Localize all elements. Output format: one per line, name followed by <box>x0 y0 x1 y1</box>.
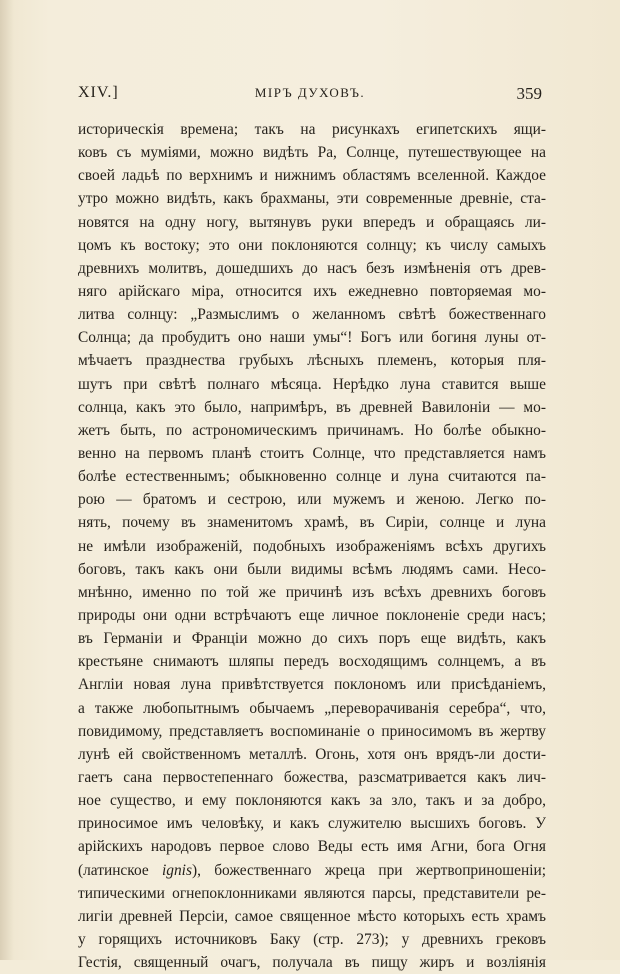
text-line <box>78 627 546 650</box>
text-line <box>78 488 546 511</box>
text-line <box>78 349 546 372</box>
text-segment: ), божественнаго жреца при жертвоприношеніи; <box>191 861 546 879</box>
text-segment: гаетъ сана первостепеннаго божества, разсматривается какъ лич- <box>78 768 546 786</box>
text-line <box>78 835 546 858</box>
text-segment: мѣчаетъ празднества грубыхъ лѣсныхъ племенъ, которыя пля- <box>78 352 546 370</box>
text-segment: Англіи новая луна привѣтствуется поклономъ или присѣданіемъ, <box>78 676 546 694</box>
text-line <box>78 326 546 349</box>
text-line <box>78 211 546 234</box>
text-segment: рою — братомъ и сестрою, или мужемъ и женою. Легко по- <box>78 491 546 509</box>
text-segment: няго арійскаго міра, относится ихъ ежедневно повторяемая мо- <box>78 282 546 300</box>
text-segment: а также любопытнымъ обычаемъ „переворачиванія серебра“, что, <box>78 699 546 717</box>
text-line <box>78 604 546 627</box>
text-segment: мнѣнно, именно по той же причинѣ изъ всѣхъ древнихъ боговъ <box>78 583 546 601</box>
text-segment: у горящихъ источниковъ Баку (стр. 273); у древнихъ грековъ <box>78 930 546 948</box>
text-segment: новятся на одну ногу, вытянувъ руки впередъ и обращаясь ли- <box>78 213 546 231</box>
text-line <box>78 234 546 257</box>
text-line <box>78 581 546 604</box>
text-line <box>78 280 546 303</box>
text-segment: въ Германіи и Франціи можно до сихъ поръ еще видѣть, какъ <box>78 630 546 648</box>
text-segment: арійскихъ народовъ первое слово Веды есть имя Агни, бога Огня <box>78 838 546 856</box>
text-segment: утро можно видѣть, какъ брахманы, эти современные древніе, ста- <box>78 190 546 208</box>
text-line <box>78 673 546 696</box>
text-segment: Гестія, священный очагъ, получала въ пищу жиръ и возліянія <box>78 954 546 972</box>
text-line <box>78 558 546 581</box>
text-line <box>78 164 546 187</box>
body-text <box>78 118 546 974</box>
text-line <box>78 511 546 534</box>
text-line <box>78 743 546 766</box>
text-line <box>78 419 546 442</box>
text-segment: боговъ, такъ какъ они были видимы всѣмъ людямъ сами. Несо- <box>78 560 546 578</box>
text-segment: лунѣ ей свойственномъ металлѣ. Огонь, хотя онъ врядъ-ли дости- <box>78 745 546 763</box>
text-line <box>78 442 546 465</box>
text-segment: ковъ съ муміями, можно видѣть Ра, Солнце, путешествующее на <box>78 144 546 162</box>
text-segment: древнихъ молитвъ, дошедшихъ до насъ безъ измѣненія отъ древ- <box>78 259 546 277</box>
chapter-number: XIV.] <box>78 84 119 101</box>
text-line <box>78 650 546 673</box>
text-line <box>78 141 546 164</box>
text-line <box>78 812 546 835</box>
text-line <box>78 951 546 974</box>
running-title: МІРЪ ДУХОВЪ. <box>254 85 366 100</box>
text-segment: Солнца; да пробудитъ оно наши умы“! Богъ или богиня луны от- <box>78 329 546 347</box>
text-line <box>78 766 546 789</box>
text-segment: (латинское <box>78 861 162 879</box>
text-segment: жетъ быть, по астрономическимъ причинамъ. Но болѣе обыкно- <box>78 421 546 439</box>
text-segment: повидимому, представляетъ воспоминаніе о приносимомъ въ жертву <box>78 722 546 740</box>
running-header <box>78 84 542 106</box>
text-segment: не имѣли изображеній, подобныхъ изображеніямъ всѣхъ другихъ <box>78 537 546 555</box>
text-segment: крестьяне снимаютъ шляпы передъ восходящимъ солнцемъ, а въ <box>78 653 546 671</box>
text-line <box>78 118 546 141</box>
text-segment: нять, почему въ знаменитомъ храмѣ, въ Сиріи, солнце и луна <box>78 514 546 532</box>
text-segment: лигіи древней Персіи, самое священное мѣсто которыхъ есть храмъ <box>78 907 546 925</box>
text-line <box>78 303 546 326</box>
text-segment: ignis <box>162 861 192 879</box>
text-line <box>78 720 546 743</box>
text-segment: историческія времена; такъ на рисункахъ египетскихъ ящи- <box>78 121 546 138</box>
text-segment: литва солнцу: „Размыслимъ о желанномъ свѣтѣ божественнаго <box>78 306 546 324</box>
text-segment: венно на первомъ планѣ стоитъ Солнце, что представляется намъ <box>78 444 546 462</box>
page-number: 359 <box>516 84 542 103</box>
text-segment: солнца, какъ это было, напримѣръ, въ древней Вавилоніи — мо- <box>78 398 546 416</box>
text-line <box>78 373 546 396</box>
text-line <box>78 396 546 419</box>
text-line <box>78 859 546 882</box>
text-segment: цомъ къ востоку; это они поклоняются солнцу; къ числу самыхъ <box>78 236 546 254</box>
text-segment: своей ладьѣ по верхнимъ и нижнимъ областямъ вселенной. Каждое <box>78 167 546 185</box>
text-line <box>78 257 546 280</box>
text-line <box>78 928 546 951</box>
text-segment: шутъ при свѣтѣ полнаго мѣсяца. Нерѣдко луна ставится выше <box>78 375 546 393</box>
text-line <box>78 882 546 905</box>
text-line <box>78 535 546 558</box>
text-line <box>78 187 546 210</box>
text-segment: приносимое имъ человѣку, и какъ служителю высшихъ боговъ. У <box>78 815 546 833</box>
text-line <box>78 465 546 488</box>
text-segment: болѣе естественнымъ; обыкновенно солнце и луна считаются па- <box>78 468 546 486</box>
text-segment: типическими огнепоклонниками являются парсы, представители ре- <box>78 884 546 902</box>
text-line <box>78 697 546 720</box>
text-segment: ное существо, и ему поклоняются какъ за зло, такъ и за добро, <box>78 792 546 810</box>
text-line <box>78 905 546 928</box>
text-line <box>78 789 546 812</box>
text-segment: природы они одни встрѣчаютъ еще личное поклоненіе среди насъ; <box>78 606 546 624</box>
